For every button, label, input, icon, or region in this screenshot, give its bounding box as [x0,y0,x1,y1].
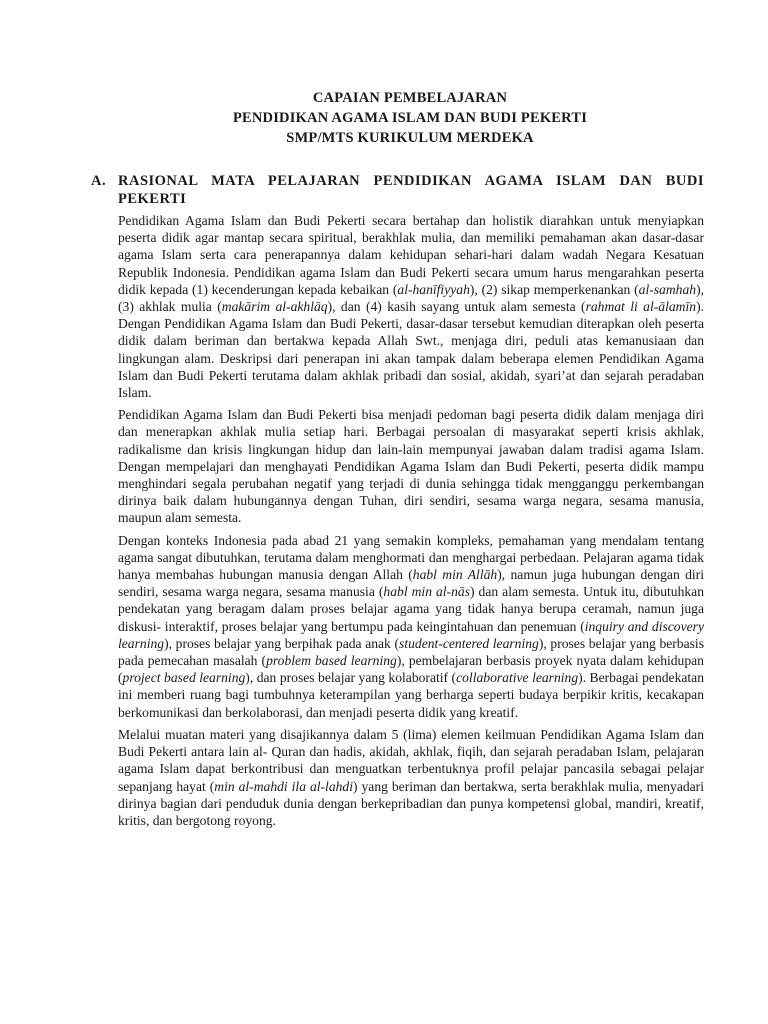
text-run: ) yang beriman dan bertakwa, serta berakhlak mulia, menyadari dirinya bagian dari penduduk dunia dengan berkepribadian dan punya kompetensi global, mandiri, kreatif, kritis, dan bergotong royong. [118,778,704,828]
italic-term: problem based learning [266,653,397,669]
italic-term: al-samhah [638,281,697,297]
section-body [118,212,704,829]
text-run: Melalui muatan materi yang disajikannya dalam 5 (lima) elemen keilmuan Pendidikan Agama Islam dan Budi Pekerti antara lain al- Quran dan hadis, akidah, akhlak, fiqih, dan sejarah peradaban Islam, pelajaran agama Islam dapat berkontribusi dan menguatkan terbentuknya profil pelajar pancasila sebagai pelajar sepanjang hayat ( [118,726,704,794]
text-run: Pendidikan Agama Islam dan Budi Pekerti bisa menjadi pedoman bagi peserta didik dalam menjaga diri dan menerapkan akhlak mulia setiap hari. Berbagai persoalan di masyarakat seperti krisis akhlak, radikalisme dan krisis lingkungan hidup dan lain-lain mempunyai jawaban dalam tradisi agama Islam. Dengan mempelajari dan menghayati Pendidikan Agama Islam dan Budi Pekerti, peserta didik mampu menghindari segala perubahan negatif yang terjadi di dunia sehingga tidak mengganggu perkembangan dirinya baik dalam hubungannya dengan Tuhan, diri sendiri, sesama warga negara, sesama manusia, maupun alam semesta. [118,407,704,526]
paragraph-4 [118,726,704,829]
text-run: ), proses belajar yang berbasis pada pemecahan masalah ( [118,635,704,669]
title-line-1: CAPAIAN PEMBELAJARAN [312,90,508,106]
text-run: ), (3) akhlak mulia ( [118,281,704,315]
text-run: ). Berbagai pendekatan ini memberi ruang bagi tumbuhnya keterampilan yang berharga seperti budaya berpikir kritis, kecakapan berkomunikasi dan berkolaborasi, dan menjadi peserta didik yang kreatif. [118,670,705,720]
text-run: ), pembelajaran berbasis proyek nyata dalam kehidupan ( [118,653,704,686]
italic-term: student-centered learning [399,635,539,651]
title-block [116,88,704,148]
section-heading-text: RASIONAL MATA PELAJARAN PENDIDIKAN AGAMA ISLAM DAN BUDI PEKERTI [118,173,704,207]
paragraph-2 [118,406,704,526]
section-letter: A. [91,173,107,189]
italic-term: project based learning [122,670,246,686]
text-run: ). Dengan Pendidikan Agama Islam dan Budi Pekerti, dasar-dasar tersebut kemudian diterapkan oleh peserta didik dalam beriman dan bertakwa kepada Allah Swt., menjaga diri, peduli atas kemanusiaan dan lingkungan alam. Deskripsi dari penerapan ini akan tampak dalam beberapa elemen Pendidikan Agama Islam dan Budi Pekerti terutama dalam akhlak pribadi dan sosial, akidah, syari’at dan sejarah peradaban Islam. [118,299,704,401]
text-run: ), namun juga hubungan dengan diri sendiri, sesama warga negara, sesama manusia ( [118,567,704,600]
italic-term: habl min al-nās [383,584,470,600]
paragraph-3 [118,532,704,721]
text-run: ), proses belajar yang berpihak pada anak ( [164,635,400,651]
italic-term: inquiry and discovery learning [118,618,704,651]
section-heading [91,172,704,208]
text-run: Dengan konteks Indonesia pada abad 21 yang semakin kompleks, pemahaman yang mendalam tentang agama sangat dibutuhkan, terutama dalam menghormati dan menghargai perbedaan. Pelajaran agama tidak hanya membahas hubungan manusia dengan Allah ( [118,532,704,583]
text-run: ), dan (4) kasih sayang untuk alam semesta ( [327,299,586,315]
text-run: Pendidikan Agama Islam dan Budi Pekerti secara bertahap dan holistik diarahkan untuk menyiapkan peserta didik agar mantap secara spiritual, berakhlak mulia, dan memiliki pemahaman akan dasar-dasar agama Islam serta cara penerapannya dalam kehidupan sehari-hari dalam wadah Negara Kesatuan Republik Indonesia. Pendidikan agama Islam dan Budi Pekerti secara umum harus mengarahkan peserta didik kepada (1) kecenderungan kepada kebaikan ( [118,213,704,297]
title-line-3: SMP/MTS KURIKULUM MERDEKA [286,130,534,146]
italic-term: collaborative learning [456,670,579,686]
text-run: ), dan proses belajar yang kolaboratif ( [245,670,457,686]
text-run: ) dan alam semesta. Untuk itu, dibutuhkan pendekatan yang beragam dalam proses belajar agama yang tidak hanya berupa ceramah, namun juga diskusi- interaktif, proses belajar yang bertumpu pada keingintahuan dan penemuan ( [118,584,704,634]
title-line-2: PENDIDIKAN AGAMA ISLAM DAN BUDI PEKERTI [232,110,588,126]
paragraph-1 [118,212,704,401]
italic-term: min al-mahdi ila al-lahdi [214,778,353,794]
italic-term: al-hanīfiyyah [397,281,470,297]
italic-term: habl min Allāh [412,567,498,583]
text-run: ), (2) sikap memperkenankan ( [469,281,639,297]
italic-term: makārim al-akhlāq [221,299,328,315]
italic-term: rahmat li al-ālamīn [585,299,697,315]
